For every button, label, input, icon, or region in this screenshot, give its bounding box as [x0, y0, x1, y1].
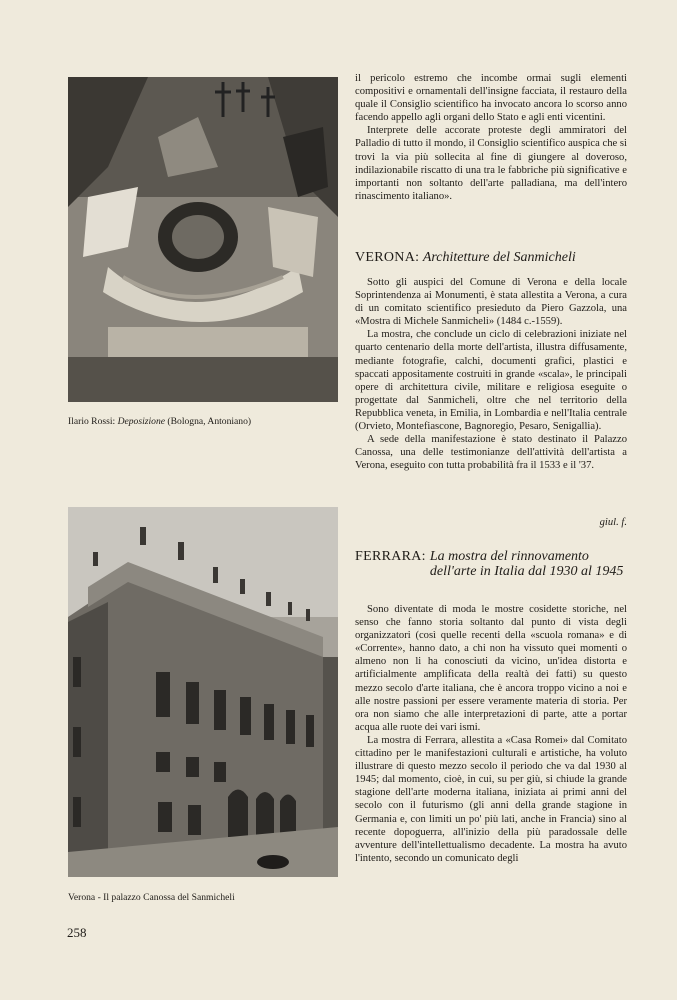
- palazzo-caption: Verona - Il palazzo Canossa del Sanmicheli: [68, 892, 235, 903]
- verona-paragraph: La mostra, che conclude un ciclo di celebrazioni iniziate nel quarto centenario della morte dell'artista, illustra diffusamente, mediante fotografie, calchi, documenti grafici, plastici e spaccati appositamente costruiti in grande «scala», le principali opere di architettura civile, militare e religiosa eseguite o progettate dal Sanmicheli, oltre che nel territorio della Repubblica veneta, in Emilia, in Lombardia e nell'Italia centrale (Orvieto, Montefiascone, Bagnoregio, Pesaro, Senigallia).: [355, 329, 627, 433]
- ferrara-paragraph: Sono diventate di moda le mostre cosidette storiche, nel senso che fanno storia soltanto dal punto di vista degli organizzatori (così quelle recenti della «scuola romana» e di «Corrente», hanno dato, a chi non ha vissuto quei momenti o almeno non li ha conosciuti da vicino, un'idea distorta e artificialmente amplificata della realtà dei fatti) su questo mezzo secolo d'arte italiana, che è ancora troppo vicino a noi e alle nostre passioni per essere veramente materia di storia. Per ora non siamo che alle interpretazioni di parte, atte a portar acqua alle ruote dei vari ismi.: [355, 604, 627, 733]
- intro-paragraph: il pericolo estremo che incombe ormai sugli elementi compositivi e ornamentali dell'insigne facciata, il restauro della quale il Consiglio scientifico ha invocato ancora lo scorso anno facendo appello agli organi dello Stato e agli enti vicentini.: [355, 73, 627, 124]
- verona-paragraph: A sede della manifestazione è stato destinato il Palazzo Canossa, una delle testimonianze dell'attività dell'artista a Verona, eseguito con tutta probabilità fra il 1533 e il '37.: [355, 434, 627, 472]
- page-number: 258: [67, 925, 87, 940]
- intro-paragraph: Interprete delle accorate proteste degli ammiratori del Palladio di tutto il mondo, il Consiglio scientifico auspica che si trovi la via più sollecita al fine di giungere al doveroso, indilazionabile riscatto di una tra le fabbriche più significative e importanti non soltanto dell'arte palladiana, ma dell'intero rinascimento italiano».: [355, 125, 627, 202]
- caption-author: Ilario Rossi:: [68, 416, 116, 427]
- palazzo-canossa-image: [68, 507, 338, 877]
- caption-location: (Bologna, Antoniano): [167, 416, 252, 427]
- deposition-painting-image: [68, 77, 338, 402]
- verona-title: Architetture del Sanmicheli: [422, 250, 576, 265]
- verona-city: VERONA:: [355, 250, 420, 265]
- verona-signature: giul. f.: [599, 517, 627, 528]
- verona-heading: [355, 250, 635, 265]
- ferrara-city: FERRARA:: [355, 549, 426, 564]
- verona-text: [355, 276, 627, 472]
- verona-paragraph: Sotto gli auspici del Comune di Verona e della locale Soprintendenza ai Monumenti, è stata allestita a Verona, a cura di un comitato scientifico presieduto da Piero Gazzola, una «Mostra di Michele Sanmicheli» (1484 c.-1559).: [355, 277, 627, 328]
- intro-text: [355, 72, 627, 203]
- caption-artwork-title: Deposizione: [117, 416, 166, 427]
- ferrara-heading: [355, 549, 630, 579]
- painting-caption: [68, 416, 251, 428]
- ferrara-text: [355, 603, 627, 865]
- painting-photo: [68, 77, 338, 402]
- palazzo-photo: [68, 507, 338, 877]
- ferrara-title: La mostra del rinnovamento dell'arte in Italia dal 1930 al 1945: [429, 549, 624, 579]
- ferrara-paragraph: La mostra di Ferrara, allestita a «Casa Romei» dal Comitato cittadino per le manifestazioni culturali e artistiche, ha voluto illustrare di questo mezzo secolo il periodo che va dal 1930 al 1945; dal momento, cioè, in cui, su per giù, si chiude la grande stagione dell'arte moderna italiana, iniziata ai primi anni del secolo con il futurismo (gli anni della grande stagione in Germania e, con limiti un po' più lati, anche in Francia) sino al recente dopoguerra, all'inizio della più paradossale delle avventure dell'intellettualismo decadente. La mostra ha avuto l'intento, secondo un comunicato degli: [355, 734, 627, 864]
